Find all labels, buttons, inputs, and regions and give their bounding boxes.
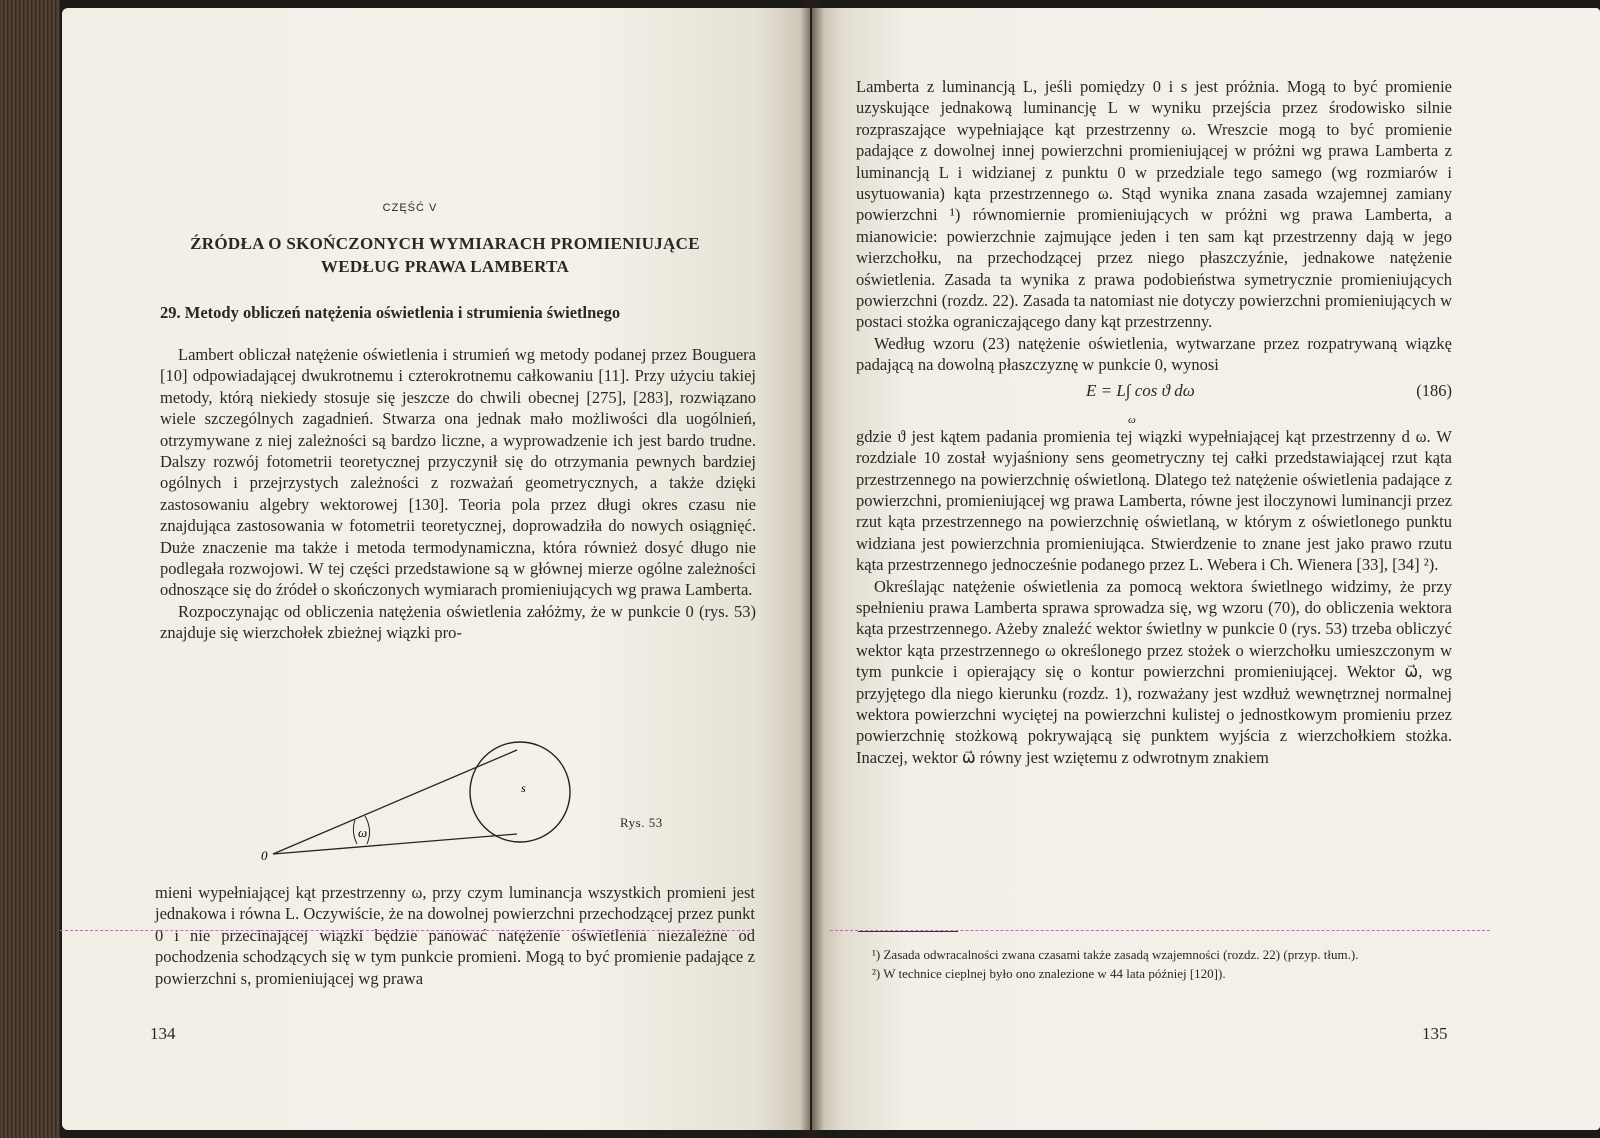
footnote-1: ¹) Zasada odwracalności zwana czasami także zasadą wzajemności (rozdz. 22) (przyp. tłum.). xyxy=(872,947,1359,962)
left-paragraph-1: Lambert obliczał natężenie oświetlenia i strumień wg metody podanej przez Bouguera [10] odpowiadającej dwukrotnemu i czterokrotnemu całkowaniu [11]. Przy użyciu takiej metody, którą niekiedy stosuje się jeszcze do chwili obecnej [275], [283], rozwiązano wiele szczególnych zagadnień. Stwarza ona jednak mało możliwości dla uogólnień, otrzymywane z niej zależności są bardzo liczne, a wyprowadzenie ich jest bardo trudne. Dalszy rozwój fotometrii teoretycznej przyczynił się do otrzymania pewnych bardziej ogólnych i przejrzystych zależności z rozważań geometrycznych, a także dzięki zastosowaniu algebry wektorowej [130]. Teoria pola przez długi okres czasu nie znajdująca zastosowania w fotometrii teoretycznej, doprowadziła do nowych osiągnięć. Duże znaczenie ma także i metoda termodynamiczna, która również dosyć długo nie podlegała rozwojowi. W tej części przedstawione są w głównej mierze ogólne zależności odnoszące się do źródeł o skończonych wymiarach promieniujących wg prawa Lamberta. xyxy=(160,345,756,600)
left-page-number: 134 xyxy=(150,1024,176,1043)
part-title-line1: ŹRÓDŁA O SKOŃCZONYCH WYMIARACH PROMIENIUJĄCE xyxy=(190,234,700,253)
book-edge xyxy=(0,0,60,1138)
book-gutter xyxy=(800,0,824,1138)
formula-row xyxy=(856,376,1452,426)
right-text xyxy=(856,76,1452,768)
figure-caption: Rys. 53 xyxy=(620,815,663,830)
footnote-rule xyxy=(858,931,958,932)
scan-artifact-line-right xyxy=(830,930,1490,931)
part-title-line2: WEDŁUG PRAWA LAMBERTA xyxy=(320,257,570,276)
origin-label: 0 xyxy=(261,848,268,863)
figure-cone-diagram xyxy=(255,740,585,865)
formula-number: (186) xyxy=(1416,380,1452,400)
formula-subscript: ω xyxy=(1128,413,1136,426)
right-paragraph-1: Lamberta z luminancją L, jeśli pomiędzy 0 i s jest próżnia. Mogą to być promienie uzyskujące jednakową luminancję L w wyniku przejścia przez środowisko silnie rozpraszające wypełniające kąt przestrzenny ω. Wreszcie mogą to być promienie padające z dowolnej innej powierzchni promieniującej w próżni wg prawa Lamberta z luminancją L i widzianej z punktu 0 w przedziale tego samego (wg rozmiarów i usytuowania) kąta przestrzennego ω. Stąd wynika znana zasada wzajemnej zamiany powierzchni ¹) równomiernie promieniujących w próżni wg prawa Lamberta, a mianowicie: powierzchnie zajmujące jeden i ten sam kąt przestrzenny dają w jego wierzchołku, na przechodzącej przez niego płaszczyźnie, jednakowe natężenie oświetlenia. Zasada ta wynika z prawa podobieństwa symetrycznie promieniujących powierzchni (rozdz. 22). Zasada ta natomiast nie dotyczy powierzchni promieniujących w postaci stożka ograniczającego dany kąt przestrzenny. xyxy=(856,77,1452,332)
cone-upper-line xyxy=(273,750,517,854)
formula xyxy=(1086,380,1195,426)
right-page-number: 135 xyxy=(1422,1024,1448,1043)
left-paragraph-2: Rozpoczynając od obliczenia natężenia oświetlenia załóżmy, że w punkcie 0 (rys. 53) znajduje się wierzchołek zbieżnej wiązki pro- xyxy=(160,601,756,643)
right-paragraph-2: Według wzoru (23) natężenie oświetlenia, wytwarzane przez rozpatrywaną wiązkę padającą na dowolną płaszczyznę w punkcie 0, wynosi xyxy=(856,333,1452,375)
left-paragraph-3: mieni wypełniającej kąt przestrzenny ω, przy czym luminancja wszystkich promieni jest jednakowa i równa L. Oczywiście, że na dowolnej powierzchni przechodzącej przez punkt 0 i nie przecinającej wiązki będzie panować natężenie oświetlenia niezależne od pochodzenia schodzących się w tym punkcie promieni. Mogą to być promienie padające z powierzchni s, promieniującej wg prawa xyxy=(155,883,755,988)
part-label: CZĘŚĆ V xyxy=(382,202,438,214)
omega-label: ω xyxy=(358,825,368,840)
right-paragraph-3: gdzie ϑ jest kątem padania promienia tej wiązki wypełniającej kąt przestrzenny d ω. W rozdziale 10 został wyjaśniony sens geometryczny tej całki przedstawiającej rzut kąta przestrzennego na powierzchnię oświetloną. Dlatego też natężenie oświetlenia padające z powierzchni, promieniującej wg prawa Lamberta, równe jest iloczynowi luminancji przez rzut kąta przestrzennego na powierzchnię oświetlaną, w którym z oświetlonego punktu widziana jest powierzchnia promieniująca. Stwierdzenie to znane jest jako prawo rzutu kąta przestrzennego jednocześnie podanego przez L. Webera i Ch. Wienera [33], [34] ²). xyxy=(856,426,1452,575)
omega-arc-left xyxy=(353,820,357,844)
surface-s-label: s xyxy=(521,781,526,795)
part-title xyxy=(95,232,795,278)
left-text-top xyxy=(160,344,756,644)
formula-expression: E = L∫ cos ϑ dω xyxy=(1086,380,1195,400)
cone-lower-line xyxy=(273,834,517,854)
footnote-2: ²) W technice cieplnej było ono znalezione w 44 lata później [120]). xyxy=(872,966,1226,981)
scan-artifact-line-left xyxy=(60,930,750,931)
right-paragraph-4: Określając natężenie oświetlenia za pomocą wektora świetlnego widzimy, że przy spełnieniu prawa Lamberta sprawa sprowadza się, wg wzoru (70), do obliczenia wektora kąta przestrzennego. Ażeby znaleźć wektor świetlny w punkcie 0 (rys. 53) trzeba obliczyć wektor kąta przestrzennego ω określonego przez stożek o wierzchołku umieszczonym w tym punkcie i opierający się o kontur powierzchni promieniującej. Wektor ω⃗, wg przyjętego dla niego kierunku (rozdz. 1), rozważany jest wzdłuż wewnętrznej normalnej wektora powierzchni wyciętej na powierzchni kulistej o jednostkowym promieniu przez powierzchnię stożkową pokrywającą się punktem wyjścia z wierzchołkiem stożka. Inaczej, wektor ω⃗ równy jest wziętemu z odwrotnym znakiem xyxy=(856,576,1452,767)
section-title: 29. Metody obliczeń natężenia oświetlenia i strumienia świetlnego xyxy=(160,303,621,322)
left-text-bottom xyxy=(155,882,755,989)
source-circle xyxy=(470,742,570,842)
footnotes xyxy=(858,945,1452,983)
